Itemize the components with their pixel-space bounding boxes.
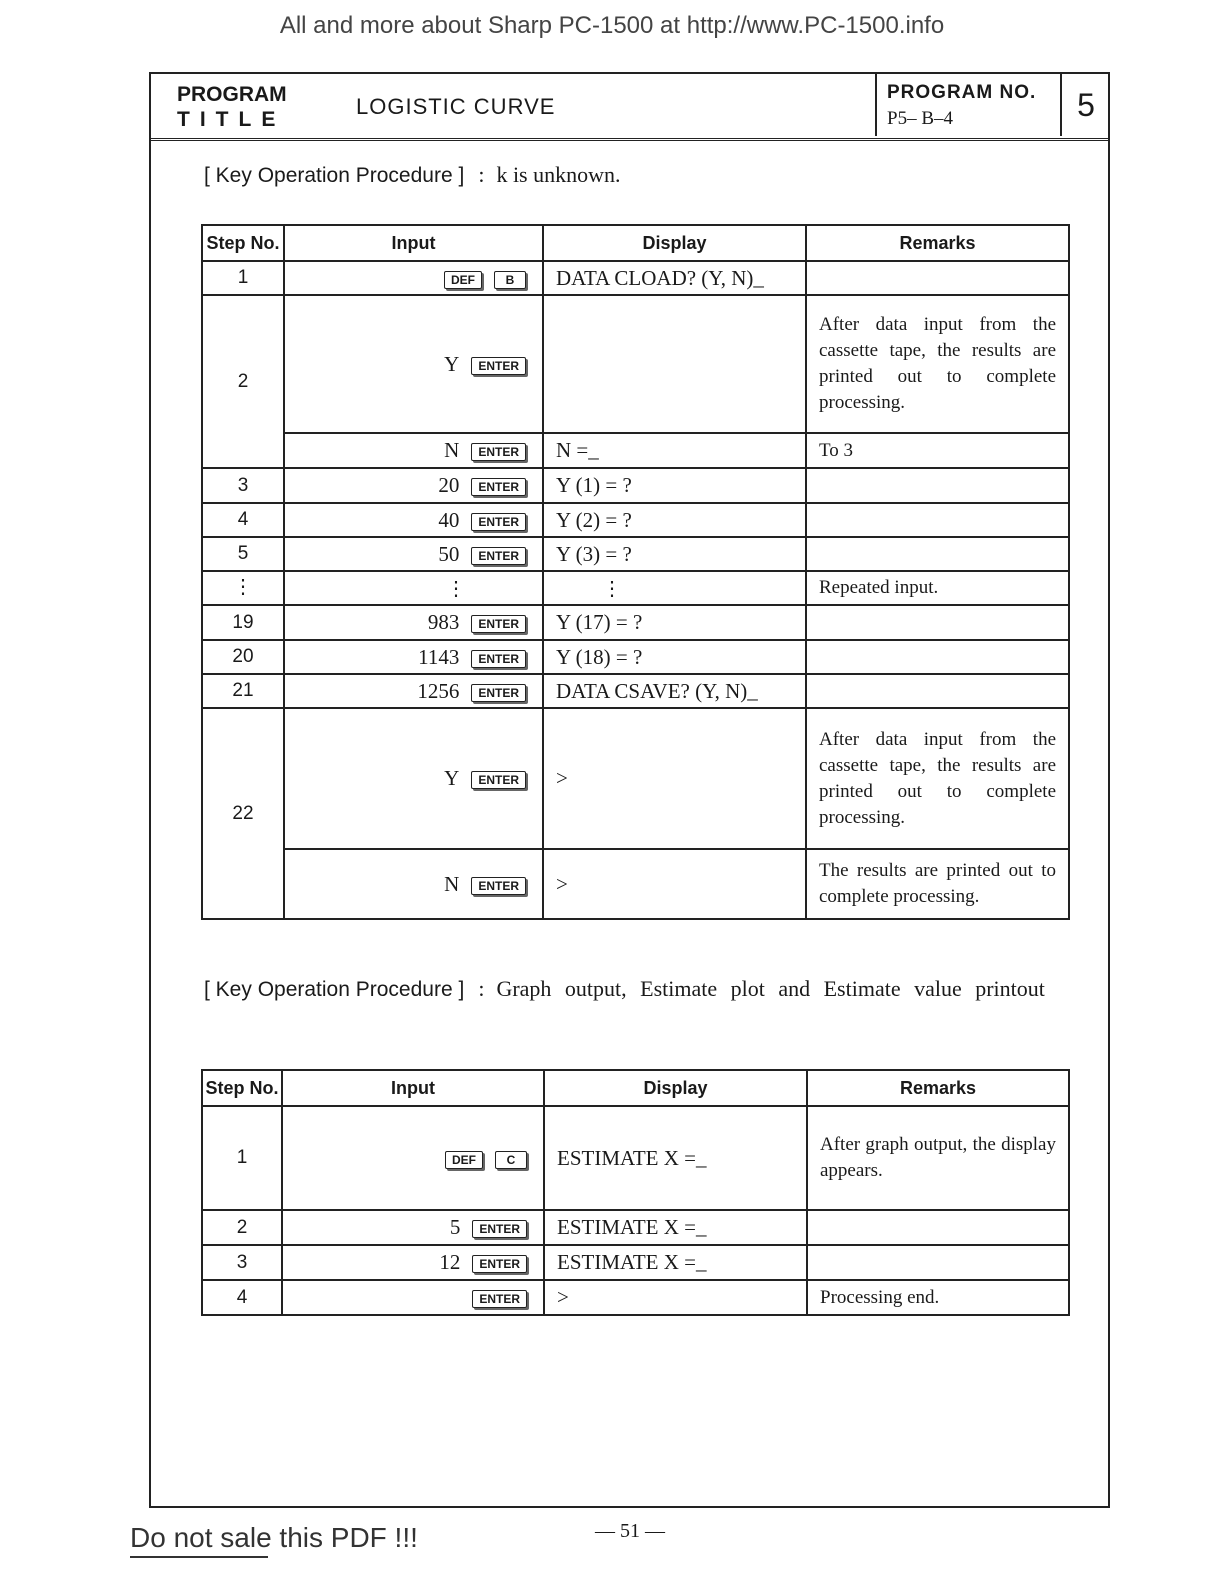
program-title: LOGISTIC CURVE: [356, 94, 556, 119]
key-enter-icon: ENTER: [471, 443, 526, 461]
remarks-cell: After graph output, the display appears.: [807, 1106, 1069, 1210]
input-value: 1143: [418, 644, 460, 669]
key-def-icon: DEF: [444, 271, 482, 289]
step-number: 19: [202, 605, 284, 640]
remarks-cell: [806, 537, 1069, 571]
display-text: >: [556, 871, 568, 896]
input-cell: [284, 640, 543, 674]
page-number: — 51 —: [595, 1520, 665, 1542]
section2-heading: [204, 972, 1066, 1007]
input-value: ⋮: [446, 577, 466, 600]
input-value: Y: [444, 351, 460, 376]
display-cell: [543, 295, 806, 433]
table-row: [202, 537, 1069, 571]
display-text: Y (1) = ?: [556, 473, 632, 497]
display-cell: [543, 571, 806, 605]
key-enter-icon: ENTER: [471, 547, 526, 565]
input-cell: [282, 1106, 544, 1210]
display-text: ESTIMATE X =_: [557, 1145, 707, 1170]
section2-colon: :: [478, 976, 485, 1001]
input-cell: [284, 571, 543, 605]
key-operation-table-1: [201, 224, 1070, 920]
section1-colon: :: [478, 162, 485, 187]
key-enter-icon: ENTER: [472, 1290, 527, 1308]
section1-title: [ Key Operation Procedure ]: [204, 164, 465, 187]
display-cell: [544, 1280, 807, 1315]
key-enter-icon: ENTER: [471, 650, 526, 668]
step-number: 3: [202, 1245, 282, 1280]
display-cell: [543, 537, 806, 571]
input-cell: [284, 849, 543, 919]
step-number: 5: [202, 537, 284, 571]
step-number: 4: [202, 503, 284, 537]
display-cell: [544, 1106, 807, 1210]
input-cell: [282, 1210, 544, 1245]
program-title-label: [177, 82, 287, 132]
col-step: Step No.: [202, 1070, 282, 1106]
key-enter-icon: ENTER: [471, 357, 526, 375]
input-cell: [284, 295, 543, 433]
key-b-icon: B: [494, 271, 526, 289]
display-text: Y (2) = ?: [556, 507, 632, 532]
step-number: 3: [202, 468, 284, 503]
display-cell: [543, 674, 806, 708]
input-value: 5: [449, 1215, 461, 1239]
col-display: Display: [543, 225, 806, 261]
step-number: [202, 571, 284, 605]
key-enter-icon: ENTER: [472, 1220, 527, 1238]
section1-subtitle: k is unknown.: [496, 162, 621, 187]
table-header: [202, 225, 1069, 261]
col-input: Input: [284, 225, 543, 261]
col-step: Step No.: [202, 225, 284, 261]
table-row: [202, 433, 1069, 468]
key-enter-icon: ENTER: [472, 1255, 527, 1273]
input-cell: [284, 674, 543, 708]
title-label-line1: PROGRAM: [177, 83, 287, 106]
display-text: Y (17) = ?: [556, 610, 643, 634]
display-text: ESTIMATE X =_: [557, 1215, 707, 1239]
display-text: Y (3) = ?: [556, 541, 632, 566]
display-cell: [543, 849, 806, 919]
remarks-cell: After data input from the cassette tape, the results are printed out to complete processing.: [806, 295, 1069, 433]
remarks-cell: [807, 1245, 1069, 1280]
footer-underline: [130, 1556, 268, 1558]
display-cell: [543, 261, 806, 295]
table-row: [202, 640, 1069, 674]
step-number: 2: [202, 295, 284, 468]
input-value: 1256: [417, 678, 460, 703]
remarks-cell: Repeated input.: [806, 571, 1069, 605]
table-row: [202, 1210, 1069, 1245]
input-cell: [284, 708, 543, 849]
table-row: [202, 1280, 1069, 1315]
key-enter-icon: ENTER: [471, 513, 526, 531]
input-cell: [282, 1280, 544, 1315]
key-c-icon: C: [495, 1151, 527, 1169]
input-value: 983: [427, 610, 460, 634]
display-cell: [543, 433, 806, 468]
step-number: 2: [202, 1210, 282, 1245]
input-cell: [284, 605, 543, 640]
step-number: 1: [202, 1106, 282, 1210]
display-text: >: [556, 766, 568, 790]
table-row: [202, 468, 1069, 503]
input-cell: [284, 503, 543, 537]
table-row: [202, 849, 1069, 919]
input-cell: [284, 468, 543, 503]
section1-heading: [204, 162, 621, 188]
remarks-cell: [807, 1210, 1069, 1245]
table-row: [202, 1245, 1069, 1280]
table-row: [202, 571, 1069, 605]
table-row: [202, 605, 1069, 640]
step-number: 1: [202, 261, 284, 295]
input-cell: [284, 261, 543, 295]
table-header: [202, 1070, 1069, 1106]
col-remarks: Remarks: [806, 225, 1069, 261]
display-cell: [543, 503, 806, 537]
step-number: 21: [202, 674, 284, 708]
display-cell: [544, 1245, 807, 1280]
input-cell: [284, 433, 543, 468]
display-cell: [543, 640, 806, 674]
display-text: DATA CSAVE? (Y, N)_: [556, 678, 758, 703]
table-row: [202, 708, 1069, 849]
footer-notice: Do not sale this PDF !!!: [130, 1522, 418, 1553]
input-cell: [282, 1245, 544, 1280]
table-row: [202, 1106, 1069, 1210]
continuation-dots: ⋮: [233, 576, 253, 598]
remarks-cell: [806, 261, 1069, 295]
display-text: Y (18) = ?: [556, 644, 643, 669]
remarks-cell: [806, 605, 1069, 640]
display-text: >: [557, 1285, 569, 1309]
input-value: 40: [438, 507, 460, 532]
remarks-cell: [806, 674, 1069, 708]
display-text: ⋮: [602, 577, 622, 600]
program-no-box: [875, 74, 1062, 136]
key-enter-icon: ENTER: [471, 771, 526, 789]
col-remarks: Remarks: [807, 1070, 1069, 1106]
key-def-icon: DEF: [445, 1151, 483, 1169]
input-value: N: [444, 871, 460, 896]
key-enter-icon: ENTER: [471, 615, 526, 633]
display-text: DATA CLOAD? (Y, N)_: [556, 265, 764, 290]
remarks-cell: Processing end.: [807, 1280, 1069, 1315]
input-cell: [284, 537, 543, 571]
remarks-cell: After data input from the cassette tape, the results are printed out to complete processing.: [806, 708, 1069, 849]
display-cell: [543, 605, 806, 640]
remarks-cell: [806, 503, 1069, 537]
header-url: All and more about Sharp PC-1500 at http://www.PC-1500.info: [279, 12, 945, 39]
step-number: 20: [202, 640, 284, 674]
table-row: [202, 674, 1069, 708]
step-number: 22: [202, 708, 284, 919]
table-row: [202, 295, 1069, 433]
input-value: 12: [439, 1250, 461, 1274]
key-enter-icon: ENTER: [471, 684, 526, 702]
input-value: 20: [438, 473, 460, 497]
input-value: N: [444, 438, 460, 462]
title-block: [151, 74, 1108, 141]
remarks-cell: The results are printed out to complete processing.: [806, 849, 1069, 919]
col-input: Input: [282, 1070, 544, 1106]
display-cell: [543, 708, 806, 849]
display-text: N =_: [556, 438, 599, 462]
display-cell: [543, 468, 806, 503]
display-cell: [544, 1210, 807, 1245]
remarks-cell: To 3: [806, 433, 1069, 468]
input-value: Y: [444, 766, 460, 790]
page-index: 5: [1060, 74, 1110, 136]
col-display: Display: [544, 1070, 807, 1106]
table-row: [202, 261, 1069, 295]
key-enter-icon: ENTER: [471, 478, 526, 496]
title-label-line2: TITLE: [177, 108, 286, 131]
table-row: [202, 503, 1069, 537]
section2-title: [ Key Operation Procedure ]: [204, 978, 465, 1001]
remarks-cell: [806, 640, 1069, 674]
remarks-cell: [806, 468, 1069, 503]
section2-subtitle: Graph output, Estimate plot and Estimate value printout: [496, 976, 1045, 1001]
input-value: 50: [438, 541, 460, 566]
program-no-value: P5– B–4: [887, 108, 953, 129]
program-no-label: PROGRAM NO.: [887, 82, 1037, 103]
display-text: ESTIMATE X =_: [557, 1250, 707, 1274]
key-enter-icon: ENTER: [471, 877, 526, 895]
step-number: 4: [202, 1280, 282, 1315]
key-operation-table-2: [201, 1069, 1070, 1316]
